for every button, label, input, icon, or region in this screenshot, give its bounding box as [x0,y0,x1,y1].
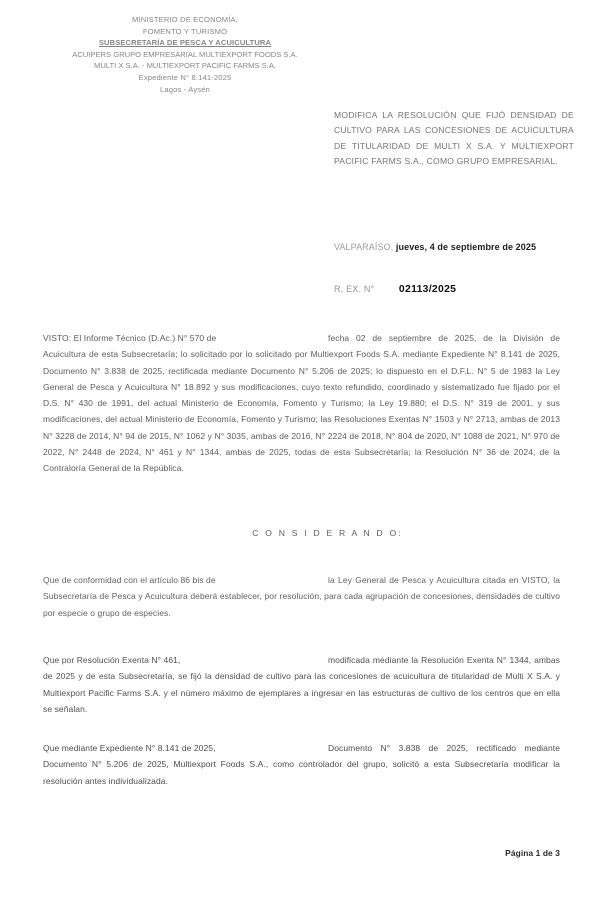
ministry-line-1: MINISTERIO DE ECONOMÍA, [132,15,238,24]
resolution-value: 02113/2025 [398,284,457,295]
expediente-line: Expediente N° 8.141-2025 [138,72,232,82]
city-label: VALPARAÍSO, [334,242,394,252]
considerando-2-lead: Que por Resolución Exenta N° 461, [43,655,181,665]
page-footer: Página 1 de 3 [505,848,560,858]
letterhead [0,14,370,95]
region-line: Lagos - Aysén [160,84,210,94]
considerando-3-lead: Que mediante Expediente N° 8.141 de 2025, [43,743,216,753]
considerando-2-body: modificada mediante la Resolución Exenta N° 1344, ambas de 2025 y de esta Subsecretaría, se fijó la densidad de cultivo para las concesiones de acuicultura de titularidad de Multi X S.A. y Multiexport Pacific Farms S.A. y el número máximo de ejemplares a ingresar en las estructuras de cultivo de los centros que en ella se señalan. [43,655,560,714]
date-label: jueves, 4 de septiembre de 2025 [395,242,537,252]
place-and-date [334,242,584,252]
companies-line: MULTI X S.A. - MULTIEXPORT PACIFIC FARMS S.A. [94,61,276,71]
resolution-label: R. EX. N° [334,284,375,294]
considerando-heading: C O N S I D E R A N D O: [252,528,403,538]
subject-block: MODIFICA LA RESOLUCIÓN QUE FIJÓ DENSIDAD DE CULTIVO PARA LAS CONCESIONES DE ACUICULTURA DE TITULARIDAD DE MULTI X S.A. Y MULTIEXPORT PACIFIC FARMS S.A., COMO GRUPO EMPRESARIAL. [334,110,574,167]
considerando-paragraph-1 [43,572,560,621]
considerando-paragraph-3 [43,740,560,789]
considerando-1-lead: Que de conformidad con el artículo 86 bis de [43,575,216,585]
visto-body: fecha 02 de septiembre de 2025, de la División de Acuicultura de esta Subsecretaría; lo solicitado por lo solicitado por Multiexport Foods S.A. mediante Expediente N° 8.141 de 2025, Documento N° 3.838 de 2025, rectificada mediante Documento N° 5.206 de 2025; lo dispuesto en el D.F.L. N° 5 de 1983 la Ley General de Pesca y Acuicultura N° 18.892 y sus modificaciones, cuyo texto refundido, coordinado y sistematizado fue fijado por el D.S. N° 430 de 1991, del actual Ministerio de Economía, Fomento y Turismo; la Ley 19.880; el D.S. N° 319 de 2001, y sus modificaciones, del actual Ministerio de Economía, Fomento y Turismo; las Resoluciones Exentas N° 1503 y N° 2713, ambas de 2013 N° 3228 de 2014, N° 94 de 2015, N° 1062 y N° 3035, ambas de 2016, N° 2224 de 2018, N° 804 de 2020, N° 1088 de 2021, N° 970 de 2022, N° 2448 de 2024, N° 461 y N° 1344, ambas de 2025, todas de esta Subsecretaría; la Resolución N° 36 de 2024, de la Contraloría General de la República. [43,333,560,474]
considerando-1-body: la Ley General de Pesca y Acuicultura citada en VISTO, la Subsecretaría de Pesca y Acuicultura deberá establecer, por resolución, para cada agrupación de concesiones, densidades de cultivo por especie o grupo de especies. [43,575,560,618]
group-name-line: ACUIPERS GRUPO EMPRESARIAL MULTIEXPORT FOODS S.A. [72,49,298,59]
considerando-3-body: Documento N° 3.838 de 2025, rectificado mediante Documento N° 5.206 de 2025, Multiexport Foods S.A., como controlador del grupo, solicitó a esta Subsecretaría modificar la resolución antes individualizada. [43,743,560,786]
visto-lead: VISTO: El Informe Técnico (D.Ac.) N° 570 de [43,333,217,343]
visto-paragraph [43,330,560,477]
ministry-line-2: FOMENTO Y TURISMO [142,26,228,36]
considerando-paragraph-2 [43,652,560,717]
resolution-number [334,284,584,295]
subsecretaria-title: SUBSECRETARÍA DE PESCA Y ACUICULTURA [98,38,272,48]
